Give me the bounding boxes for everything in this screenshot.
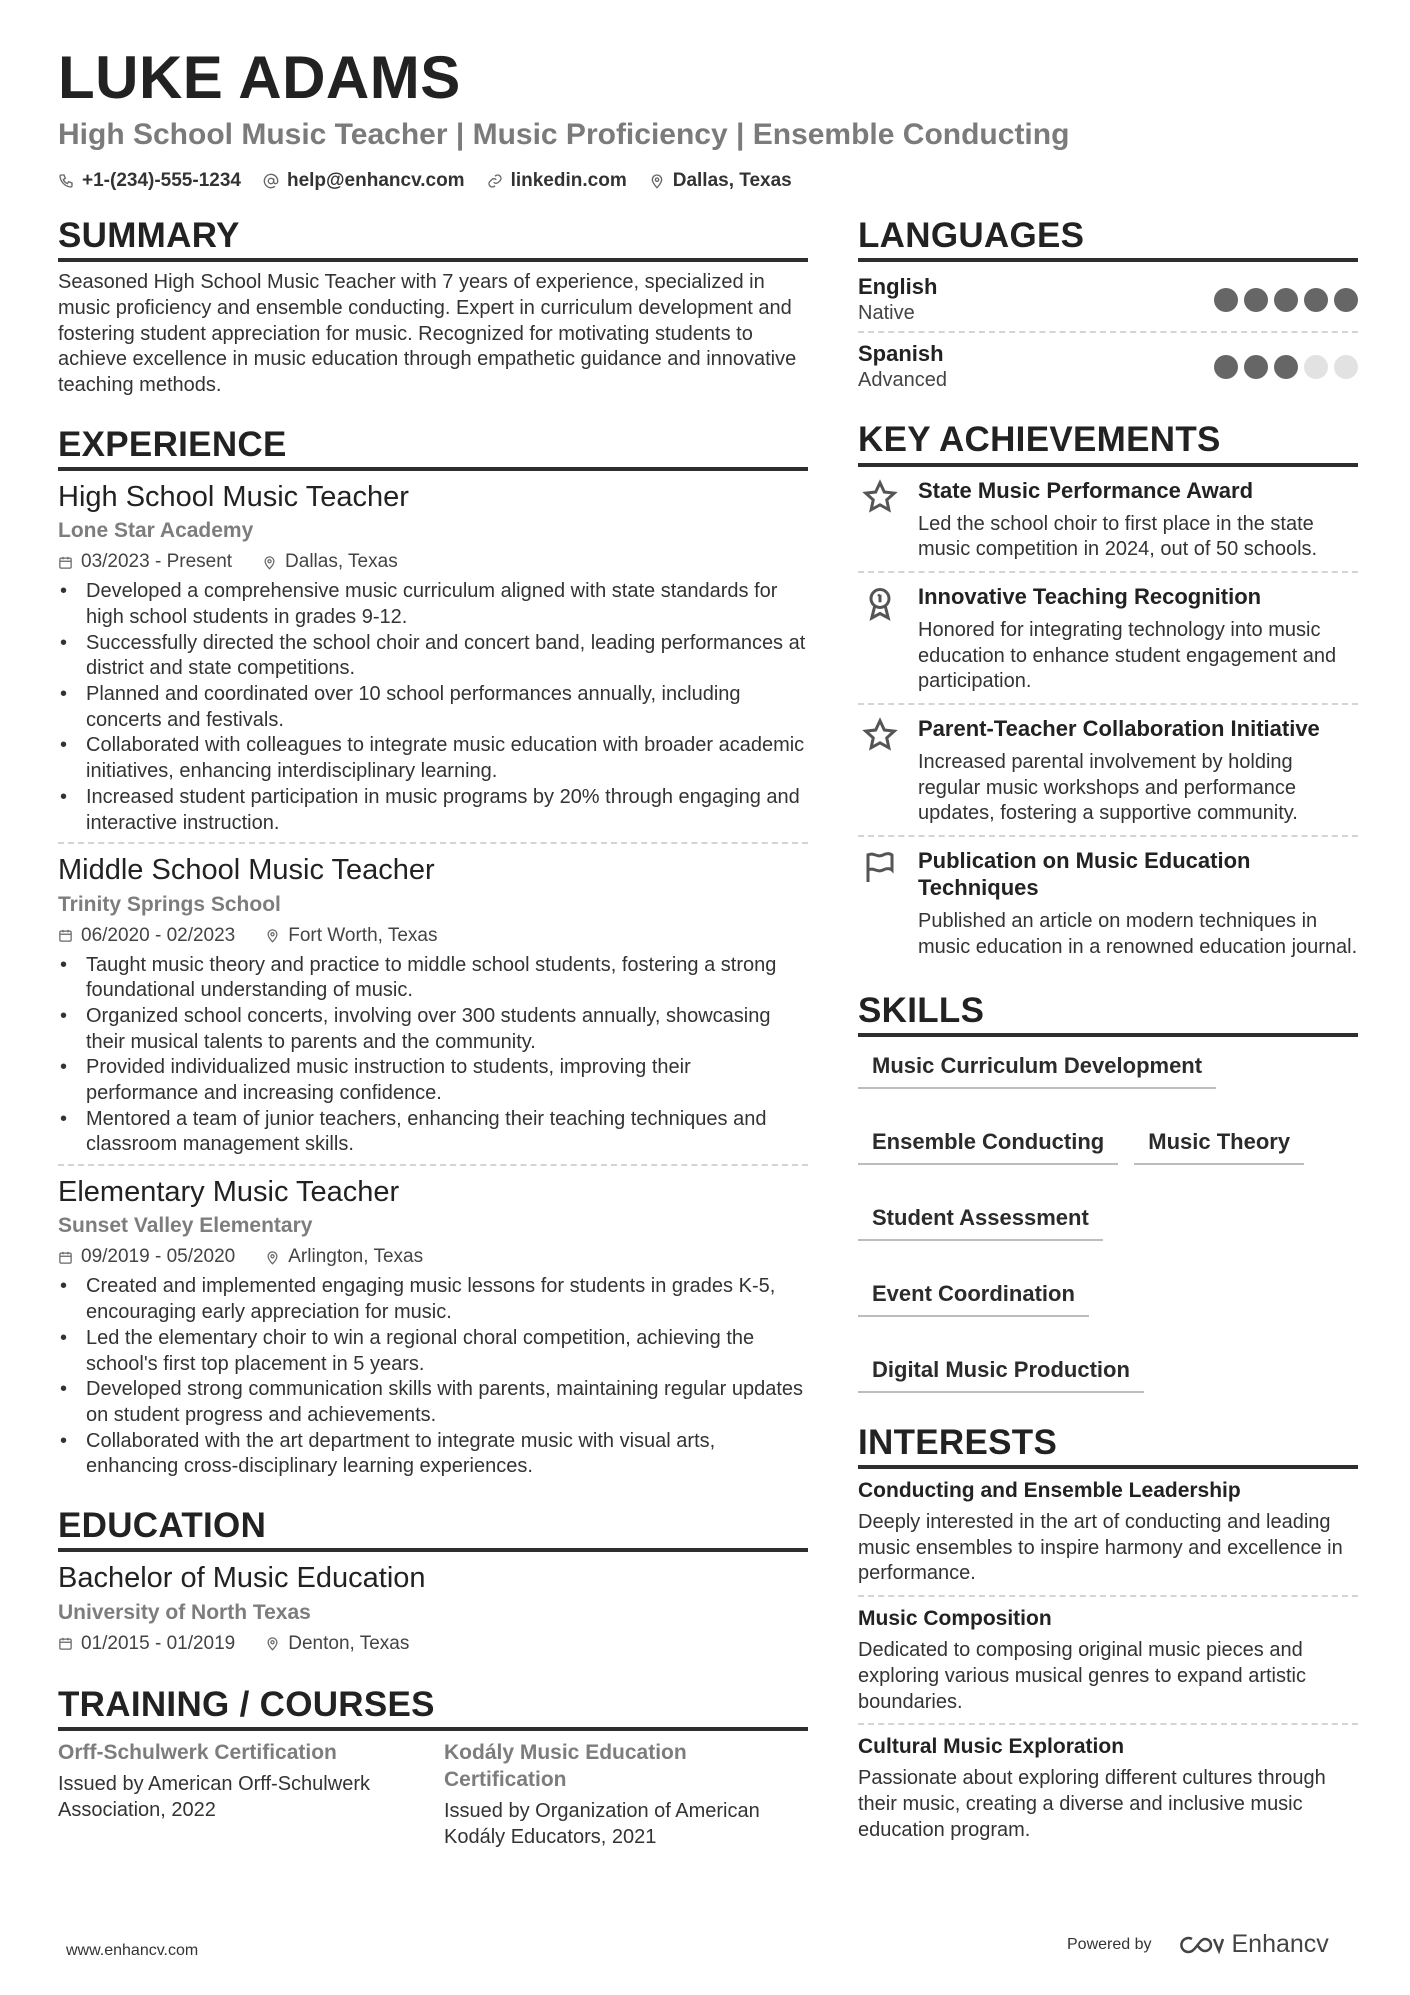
- bullet-item: • Mentored a team of junior teachers, enhancing their teaching techniques and classroom management skills.: [58, 1107, 808, 1158]
- interest-item: [858, 1725, 1358, 1843]
- rating-dot-filled: [1334, 288, 1358, 312]
- course-issuer: Issued by Organization of American Kodály Educators, 2021: [444, 1799, 760, 1848]
- location-text: Dallas, Texas: [672, 170, 792, 191]
- rating-dot-filled: [1214, 288, 1238, 312]
- bullet-item: • Created and implemented engaging music lessons for students in grades K-5, encouraging early appreciation for music.: [58, 1274, 808, 1325]
- contact-email[interactable]: [263, 170, 465, 192]
- interest-title: Music Composition: [858, 1607, 1052, 1631]
- language-rating: [1214, 355, 1358, 379]
- brand-name: Enhancv: [1231, 1930, 1329, 1958]
- skill-list: [858, 1045, 1358, 1393]
- languages-title: LANGUAGES: [858, 216, 1358, 262]
- bullet-item: • Planned and coordinated over 10 school performances annually, including concerts and festivals.: [58, 682, 808, 733]
- at-icon: [263, 173, 279, 189]
- interest-title: Conducting and Ensemble Leadership: [858, 1479, 1241, 1503]
- skill-tag: Digital Music Production: [858, 1349, 1144, 1393]
- achievement-title: Innovative Teaching Recognition: [918, 583, 1262, 609]
- interests-section: [858, 1423, 1358, 1844]
- bullet-item: • Organized school concerts, involving over 300 students annually, showcasing their musical talents to parents and the community.: [58, 1004, 808, 1055]
- location-text: Fort Worth, Texas: [288, 924, 438, 946]
- rating-dot-filled: [1244, 288, 1268, 312]
- location-pin-icon: [265, 1250, 280, 1265]
- dates-text: 09/2019 - 05/2020: [81, 1246, 236, 1268]
- calendar-icon: [58, 555, 73, 570]
- language-level: Advanced: [858, 369, 947, 392]
- company-name: Trinity Springs School: [58, 892, 281, 916]
- achievement-item: [858, 705, 1358, 837]
- brand-logo[interactable]: [1178, 1930, 1329, 1959]
- skill-tag: Music Curriculum Development: [858, 1045, 1216, 1089]
- summary-title: SUMMARY: [58, 216, 808, 262]
- flag-icon: [862, 849, 898, 885]
- language-item: [858, 333, 1358, 398]
- interest-item: [858, 1597, 1358, 1725]
- training-section: [58, 1685, 808, 1851]
- phone-icon: [58, 173, 74, 189]
- course-issuer: Issued by American Orff-Schulwerk Association, 2022: [58, 1772, 370, 1821]
- job-title: Middle School Music Teacher: [58, 854, 435, 887]
- skills-title: SKILLS: [858, 991, 1358, 1037]
- bullet-item: • Developed strong communication skills with parents, maintaining regular updates on student progress and achievements.: [58, 1377, 808, 1428]
- phone-text: +1-(234)-555-1234: [82, 170, 241, 191]
- interest-desc: Deeply interested in the art of conducting and leading music ensembles to inspire harmony and excellence in performance.: [858, 1511, 1343, 1585]
- job-location: [265, 925, 437, 947]
- candidate-tagline: High School Music Teacher | Music Proficiency | Ensemble Conducting: [58, 118, 1070, 151]
- location-text: Denton, Texas: [288, 1632, 410, 1654]
- location-pin-icon: [265, 928, 280, 943]
- bullet-item: • Developed a comprehensive music curriculum aligned with state standards for high school students in grades 9-12.: [58, 579, 808, 630]
- experience-section: [58, 425, 808, 1480]
- rating-dot-filled: [1274, 355, 1298, 379]
- award-ribbon-icon: [862, 585, 898, 621]
- languages-section: [858, 216, 1358, 398]
- rating-dot-empty: [1304, 355, 1328, 379]
- language-name: English: [858, 274, 938, 300]
- interest-desc: Passionate about exploring different cultures through their music, creating a diverse and inclusive music education program.: [858, 1767, 1326, 1841]
- rating-dot-filled: [1304, 288, 1328, 312]
- achievement-item: [858, 573, 1358, 705]
- course-list: [58, 1739, 808, 1850]
- education-title: EDUCATION: [58, 1506, 808, 1552]
- achievements-title: KEY ACHIEVEMENTS: [858, 420, 1358, 466]
- company-name: Lone Star Academy: [58, 519, 254, 543]
- job-bullets: [58, 1274, 808, 1480]
- location-pin-icon: [262, 555, 277, 570]
- job-dates: [58, 925, 235, 947]
- language-level: Native: [858, 302, 915, 325]
- job-bullets: [58, 579, 808, 836]
- rating-dot-filled: [1244, 355, 1268, 379]
- dates-text: 03/2023 - Present: [81, 551, 233, 573]
- skills-section: [858, 991, 1358, 1393]
- bullet-item: • Taught music theory and practice to middle school students, fostering a strong foundational understanding of music.: [58, 953, 808, 1004]
- experience-entry: [58, 844, 808, 1166]
- enhancv-logo-icon: [1178, 1934, 1224, 1956]
- skill-tag: Ensemble Conducting: [858, 1121, 1118, 1165]
- experience-entry: [58, 479, 808, 844]
- bullet-item: • Provided individualized music instruction to students, improving their performance and increasing confidence.: [58, 1055, 808, 1106]
- left-column: [58, 216, 808, 1850]
- language-item: [858, 270, 1358, 333]
- achievement-desc: Increased parental involvement by holding regular music workshops and performance updates, fostering a supportive community.: [918, 751, 1298, 825]
- email-text: help@enhancv.com: [286, 170, 465, 191]
- achievement-title: Parent-Teacher Collaboration Initiative: [918, 716, 1320, 742]
- contact-bar: [58, 170, 792, 192]
- company-name: Sunset Valley Elementary: [58, 1214, 313, 1238]
- language-rating: [1214, 288, 1358, 312]
- job-location: [265, 1246, 423, 1268]
- school-name: University of North Texas: [58, 1600, 311, 1624]
- candidate-name: LUKE ADAMS: [58, 44, 461, 111]
- link-icon: [487, 173, 503, 189]
- course-title: Orff-Schulwerk Certification: [58, 1740, 337, 1764]
- degree-title: Bachelor of Music Education: [58, 1562, 426, 1595]
- achievement-item: [858, 837, 1358, 968]
- job-title: High School Music Teacher: [58, 481, 409, 514]
- job-dates: [58, 1246, 235, 1268]
- star-icon: [862, 479, 898, 515]
- location-text: Dallas, Texas: [285, 551, 398, 573]
- skill-tag: Music Theory: [1134, 1121, 1304, 1165]
- achievement-title: Publication on Music Education Techniques: [918, 848, 1251, 901]
- summary-text: Seasoned High School Music Teacher with 7 years of experience, specialized in music proficiency and ensemble conducting. Expert in curriculum development and fostering student appreciation for music. Recognized for motivating students to achieve excellence in music education through empathetic guidance and innovative teaching methods.: [58, 271, 797, 397]
- achievement-desc: Honored for integrating technology into music education to enhance student engagement and participation.: [918, 618, 1337, 693]
- job-title: Elementary Music Teacher: [58, 1176, 400, 1209]
- job-dates: [58, 551, 232, 573]
- job-bullets: [58, 953, 808, 1159]
- rating-dot-filled: [1274, 288, 1298, 312]
- experience-entry: [58, 1166, 808, 1480]
- skill-tag: Student Assessment: [858, 1197, 1103, 1241]
- interest-desc: Dedicated to composing original music pieces and exploring various musical genres to expand artistic boundaries.: [858, 1639, 1306, 1713]
- skill-tag: Event Coordination: [858, 1273, 1089, 1317]
- achievement-desc: Published an article on modern techniques in music education in a renowned education journal.: [918, 910, 1358, 958]
- right-column: [858, 216, 1358, 1843]
- rating-dot-filled: [1214, 355, 1238, 379]
- job-location: [262, 551, 398, 573]
- star-icon: [862, 717, 898, 753]
- experience-title: EXPERIENCE: [58, 425, 808, 471]
- job-meta: [58, 1246, 808, 1268]
- dates-text: 06/2020 - 02/2023: [81, 924, 236, 946]
- job-meta: [58, 925, 808, 947]
- bullet-item: • Successfully directed the school choir and concert band, leading performances at district and state competitions.: [58, 631, 808, 682]
- location-pin-icon: [265, 1636, 280, 1651]
- education-section: [58, 1506, 808, 1655]
- achievement-title: State Music Performance Award: [918, 477, 1254, 503]
- education-meta: [58, 1633, 808, 1655]
- job-meta: [58, 551, 808, 573]
- course-item: [58, 1739, 422, 1850]
- calendar-icon: [58, 1250, 73, 1265]
- footer-branding: [1067, 1930, 1329, 1959]
- interests-title: INTERESTS: [858, 1423, 1358, 1469]
- bullet-item: • Increased student participation in music programs by 20% through engaging and interactive instruction.: [58, 785, 808, 836]
- contact-linkedin[interactable]: [487, 170, 627, 192]
- linkedin-text: linkedin.com: [510, 170, 627, 191]
- location-text: Arlington, Texas: [288, 1246, 424, 1268]
- language-name: Spanish: [858, 341, 944, 367]
- education-location: [265, 1633, 409, 1655]
- interest-item: [858, 1477, 1358, 1597]
- summary-section: [58, 216, 808, 399]
- contact-phone[interactable]: [58, 170, 241, 192]
- achievement-desc: Led the school choir to first place in the state music competition in 2024, out of 50 schools.: [918, 512, 1318, 561]
- location-pin-icon: [649, 173, 665, 189]
- bullet-item: • Collaborated with the art department to integrate music with visual arts, enhancing cross-disciplinary learning experiences.: [58, 1429, 808, 1480]
- rating-dot-empty: [1334, 355, 1358, 379]
- dates-text: 01/2015 - 01/2019: [81, 1632, 236, 1654]
- course-item: [444, 1739, 808, 1850]
- course-title: Kodály Music Education Certification: [444, 1740, 687, 1791]
- achievements-section: [858, 420, 1358, 968]
- achievement-item: [858, 475, 1358, 573]
- bullet-item: • Led the elementary choir to win a regional choral competition, achieving the school's first top placement in 5 years.: [58, 1326, 808, 1377]
- contact-location: [649, 170, 792, 192]
- footer-website[interactable]: www.enhancv.com: [66, 1942, 199, 1959]
- powered-by-label: Powered by: [1067, 1935, 1152, 1953]
- calendar-icon: [58, 1636, 73, 1651]
- education-dates: [58, 1633, 235, 1655]
- bullet-item: • Collaborated with colleagues to integrate music education with broader academic initiatives, enhancing interdisciplinary learning.: [58, 733, 808, 784]
- calendar-icon: [58, 928, 73, 943]
- interest-title: Cultural Music Exploration: [858, 1735, 1125, 1759]
- training-title: TRAINING / COURSES: [58, 1685, 808, 1731]
